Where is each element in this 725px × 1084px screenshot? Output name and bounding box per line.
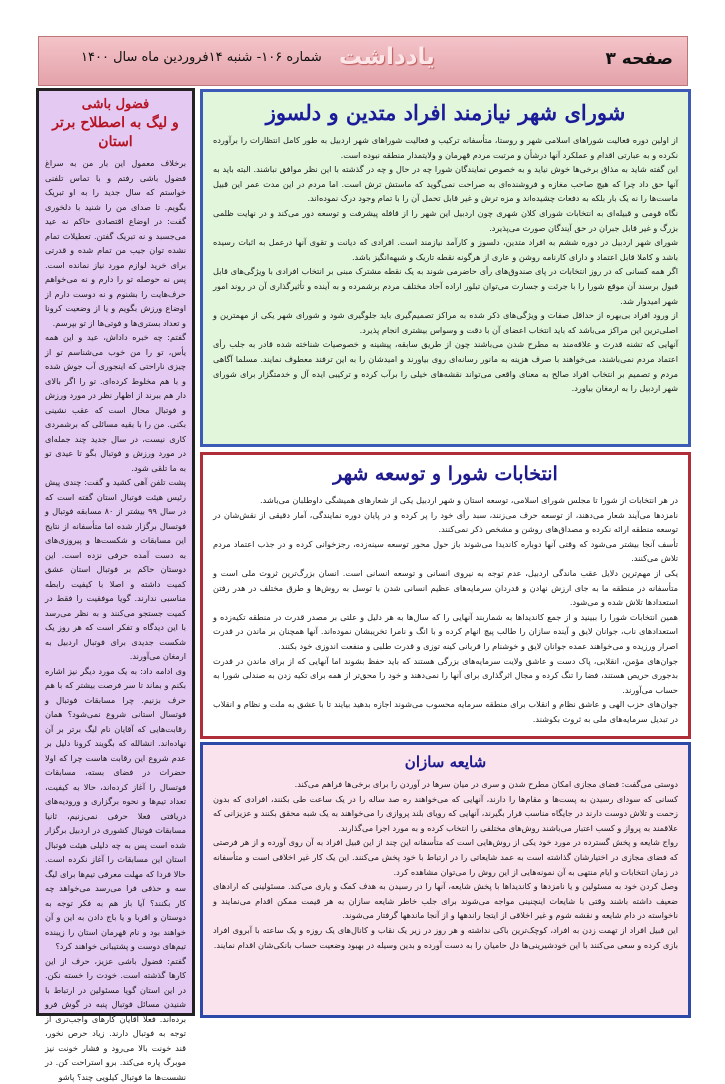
paragraph: کسانی که سودای رسیدن به پست‌ها و مقام‌ها را دارند، آنهایی که می‌خواهند ره صد ساله را در یک ساعت طی بکنند، افرادی که بدون زحمت و تلاش دوست دارند در جایگاه مناسب قرار بگیرند، آنهایی که رویای بلند پروازی را می‌خواهند به یک شبه محقق بکنند و عزیزانی که علاقمند به پرواز و کسب اعتبار می‌باشند روش‌های مختلفی را انتخاب کرده و به مورد اجرا می‌گذارند. (213, 792, 678, 836)
paragraph: دوستی می‌گفت: فضای مجازی امکان مطرح شدن و سری در میان سرها در آوردن را برای برخی‌ها فراهم می‌کند. (213, 777, 678, 792)
paragraph: آنهایی که تشنه قدرت و علاقه‌مند به مطرح شدن می‌باشند چون از طریق سابقه، پیشینه و خصوصیات شناخته شده قادر به جلب رأی اعتماد مردم نمی‌باشند، می‌خواهند با صرف هزینه به مانور رسانه‌ای روی بیاورند و امیدشان را به این ترفند معطوف نمایند. مسلما آگاهی مردم و تصمیم بر انتخاب افراد صالح به معنای واقعی می‌تواند نقشه‌های خیلی را برآب کرده و ترکیبی ایده آل و خدمتگزار برای شورای شهر اردبیل را به ارمغان بیاورد. (213, 337, 678, 395)
page-number: صفحه ۳ (605, 49, 673, 69)
issue-info: شماره ۱۰۶- شنبه ۱۴فروردین ماه سال ۱۴۰۰ (81, 50, 322, 65)
paragraph: از اولین دوره فعالیت شوراهای اسلامی شهر و روستا، متأسفانه ترکیب و فعالیت شوراهای شهر اردبیل به طور کامل انتظارات را برآورده نکرده و به عبارتی اقدام و عملکرد آنها درشأن و مرتبت مردم قهرمان و ولایتمدار منطقه نبوده است. (213, 133, 678, 162)
article-rumor-makers (200, 742, 691, 1018)
article-title: انتخابات شورا و توسعه شهر (213, 463, 678, 485)
paragraph: جوان‌های حزب الهی و عاشق نظام و انقلاب برای منطقه سرمایه محسوب می‌شوند اجازه بدهید بیایند تا با عشق به ملت و نظام و انقلاب در تبدیل سرمایه‌های ملی به ثروت بکوشند. (213, 697, 678, 726)
paragraph: در هر انتخابات از شورا تا مجلس شورای اسلامی، توسعه استان و شهر اردبیل یکی از شعارهای همیشگی داوطلبان می‌باشد. (213, 493, 678, 508)
paragraph: شورای شهر اردبیل در دوره ششم به افراد متدین، دلسوز و کارآمد نیازمند است. افرادی که دیانت و تقوی آنها درعمل به اثبات رسیده باشد و کاملا قابل اعتماد و دارای کارنامه روشن و عاری از هرگونه نقطه تاریک و شبهه‌انگیز باشد. (213, 235, 678, 264)
page-header (38, 36, 688, 86)
article-city-council (200, 89, 691, 447)
article-title: شورای شهر نیازمند افراد متدین و دلسوز (213, 100, 678, 125)
paragraph: از ورود افراد بی‌بهره از حداقل صفات و ویژگی‌های ذکر شده به مراکز تصمیم‌گیری باید جلوگیری شود و شورای شهر یکی از مهمترین و اصلی‌ترین این مراکز می‌باشد که باید انتخاب اعضای آن با دقت و وسواس بیشتری انجام پذیرد. (213, 308, 678, 337)
paragraph: یکی از مهم‌ترین دلایل عقب ماندگی اردبیل، عدم توجه به نیروی انسانی و توسعه انسانی است. انسان بزرگ‌ترین ثروت ملی است و متأسفانه در منطقه ما به جای ارزش نهادن و قدردان سرمایه‌های عظیم انسانی شدن با توسل به روش‌ها و طرق مختلف در هدر رفتن استعدادها تلاش شده و می‌شود. (213, 566, 678, 610)
sidebar-title: فضول باشی (45, 95, 186, 114)
article-elections (200, 452, 691, 739)
sidebar-body (45, 156, 186, 1084)
paragraph: گفتم: چه خبره داداش، عید و این همه یأس، تو را من خوب می‌شناسم تو از چیزی ناراحتی که اینجوری آب جوش شده و با هم مخلوط کرده‌ای. تو را اگر بالای دار هم ببرند از اظهار نظر در مورد ورزش و فوتبال محال است که عقب نشینی بکنی. من را با بقیه مسائلی که برشمردی کاری نیست، در سال جدید چند جمله‌ای در مورد ورزش و فوتبال بگو تا عیدی تو به ما تلقی شود. (45, 330, 186, 475)
sidebar-subtitle: و لیگ به اصطلاح برتر استان (45, 114, 186, 152)
article-body (213, 493, 678, 727)
paragraph: گفتم: فضول باشی عزیز، حرف از این کارها گذشته است. خودت را خسته نکن. در این استان گویا مسئولین در ارتباط با شنیدن مسائل فوتبال پنبه در گوش فرو برده‌اند. فعلا اقایان کارهای واجب‌تری از توجه به فوتبال دارند. زیاد حرص نخور، قند خونت بالا می‌رود و فشار خونت نیز موبرگ پاره می‌کند. برو استراحت کن. در نشست‌ها ما فوتبال کیلویی چند؟ پاشو (45, 954, 186, 1084)
paragraph: جوان‌های مؤمن، انقلابی، پاک دست و عاشق ولایت سرمایه‌های بزرگی هستند که باید حفظ بشوند اما آنهایی که از برای ماندن در قدرت بدجوری حریص هستند، فضا را تنگ کرده و مجال اثرگذاری برای آنها را نمی‌دهند و خود را محق‌تر از همه برای تکیه زدن به صندلی شورا به حساب می‌آورند. (213, 654, 678, 698)
paragraph: وصل کردن خود به مسئولین و یا نامزدها و کاندیداها با پخش شایعه، آنها را در رسیدن به هدف کمک و یاری می‌کند. مسئولینی که ارادهای ضعیف داشته باشند وقتی با شایعات اینچنینی مواجه می‌شوند برای جلب خاطر شایعه سازان به هر قیمت ممکن اقدام می‌نمایند و ناخواسته در دام شایعه و نقشه شوم و غیر اخلاقی از ایتجا راندهها و از آنجا ماندهها گرفتار می‌شوند. (213, 879, 678, 923)
paragraph: اگر همه کسانی که در روز انتخابات در پای صندوق‌های رأی حاضرمی شوند به یک نقطه مشترک مبنی بر انتخاب افرادی با ویژگی‌های قابل قبول برسند آن موقع شورا را با جرئت و جسارت می‌توان تبلور اراده آحاد مختلف مردم برشمرده و به آینده و تأثیرگذاری آن در روند امور شهر امیدوار شد. (213, 264, 678, 308)
paragraph: تأسف آنجا بیشتر می‌شود که وقتی آنها دوباره کاندیدا می‌شوند باز حول محور توسعه سینه‌زده، رجزخوانی کرده و در جذب اعتماد مردم تلاش می‌کنند. (213, 537, 678, 566)
section-title: یادداشت (339, 44, 435, 70)
paragraph: رواج شایعه و پخش گسترده در مورد خود یکی از روش‌هایی است که متأسفانه این چند از این قبیل افراد به آن روی آورده و از هر فرصتی که فضای مجازی در اختیارشان گذاشته است به عمد شایعاتی را در ارتباط با خود پخش می‌کنند. این یک کار غیر اخلاقی است و متأسفانه در زمان انتخابات و ایام منتهی به آن نمونه‌هایی از این روش را می‌توان مشاهده کرد. (213, 835, 678, 879)
paragraph: همین انتخابات شورا را ببینید و از جمع کاندیداها به شماربند آنهایی را که سال‌ها به هر دلیل و علتی بر مصدر قدرت در منطقه تکیه‌زده و استعدادهای ناب، جوانان لایق و آینده سازان را طالب پیچ انهام کرده و با انگ و نامرا تخریبشان نموده‌اند. آنها همچنان بر ماندن در قدرت اصرار ورزیده و می‌خواهند عمده جوانان لایق و خوشنام را قربانی کینه توزی و قدرت طلبی و منفعت اندوزی خود بکنند. (213, 610, 678, 654)
paragraph: این گفته شاید به مذاق برخی‌ها خوش نیاید و به خصوص نمایندگان شورا چه در حال و چه در گذشته با این نظر موافق نباشند. البته باید به آنها حق داد چرا که هیچ صاحب مغازه و فروشنده‌ای به صراحت نمی‌گوید که ماستش ترش است. اما مردم در این مدت عمر این قبیل ماست‌ها را نه یک بار بلکه به دفعات چشیده‌اند و مزه ترش و غیر قابل تحمل آن را با تمام وجود درک نموده‌اند. (213, 162, 678, 206)
sidebar-column (36, 88, 195, 1016)
paragraph: این قبیل افراد از تهمت زدن به افراد، کوچک‌ترین باکی نداشته و هر روز در زیر یک نقاب و کانال‌های یک روزه و یک ساعته با آبروی افراد بازی کرده و سعی می‌کنند با این خودشیرینی‌ها دل حامیان را به دست آورده و بدین وسیله در بهبود وضعیت حساب بانکی‌شان اقدام نمایند. (213, 923, 678, 952)
paragraph: برخلاف معمول این بار من به سراغ فضول باشی رفتم و با تماس تلفنی خواستم که سال جدید را به او تبریک بگویم. تا صدای من را شنید با دلخوری گفت: در اوضاع اقتصادی حاکم نه عید می‌جسبد و نه تبریک گفتن. تعطیلات تمام نشده توان جیب من تمام شده و قدرتی برای خرید لوازم مورد نیاز نمانده است. پس نه حوصله تو را دارم و نه می‌خواهم حرف‌هایت را بشنوم و نه دوست دارم از اوضاع ورزش بگویم و یا از وضعیت کرونا و تعداد بستری‌ها و فوتی‌ها از تو بپرسم. (45, 156, 186, 330)
paragraph: نامزدها می‌آیند شعار می‌دهند، از توسعه حرف می‌زنند، سبد رأی خود را پر کرده و در پایان دوره نمایندگی، آمار دقیقی از نقش‌شان در توسعه منطقه ارائه نکرده و مصداق‌های روشن و مشخص ذکر نمی‌کنند. (213, 508, 678, 537)
article-body (213, 777, 678, 952)
article-body (213, 133, 678, 396)
paragraph: وی ادامه داد: به یک مورد دیگر نیز اشاره بکنم و بماند تا سر فرصت بیشتر که با هم حرف بزنیم. چرا مسابقات فوتبال و فوتسال استانی شروع نمی‌شود؟ همان رقابت‌هایی که آقایان نام لیگ برتر بر آن نهاده‌اند. انشالله که بگویند کرونا دلیل بر عدم شروع این رقابت هاست چرا که اولا حضرات در فضای بسته، مسابقات فوتسال را آغاز کرده‌اند، حالا به کیفیت، تعداد تیم‌ها و نحوه برگزاری و ورودیه‌های دریافتی فعلا حرفی نمی‌زنیم، ثانیا مسابقات فوتبال کشوری در اردبیل برگزار شده است پس به چه دلیلی هیئت فوتبال استان این مسابقات را آغاز نکرده است. حالا فردا که مهلت معرفی تیم‌ها برای لیگ سه و حذفی فرا می‌رسد می‌خواهد چه کار بکنند؟ آیا باز هم به فکر توجه به دوستان و اقربا و یا باج دادن به این و آن خواهند بود و نام قهرمان استان را زیبنده تیم‌های دوست و پشتیبانی خواهند کرد؟ (45, 664, 186, 954)
paragraph: نگاه قومی و قبیله‌ای به انتخابات شورای کلان شهری چون اردبیل این شهر را از قافله پیشرفت و توسعه دور می‌کند و در نهایت ظلمی بزرگ و غیر قابل جبران در حق آیندگان صورت می‌پذیرد. (213, 206, 678, 235)
article-title: شایعه سازان (213, 753, 678, 771)
paragraph: پشت تلفن آهی کشید و گفت: چندی پیش رئیس هیئت فوتبال استان گفته است که در سال ۹۹ بیشتر از ۸۰ مسابقه فوتبال و فوتسال برگزار شده اما متأسفانه از نتایج این مسابقات و شکست‌ها و پیروزی‌های به دست آمده حرفی نزده است. این دوستان حاکم بر فوتبال استان عشق کمیت داشته و اصلا با کیفیت رابطه مناسبی ندارند. گویا موفقیت را فقط در کمیت جستجو می‌کنند و به نظر می‌رسد با این دیدگاه و تفکر است که هر روز یک شکست جدیدی برای فوتبال اردبیل به ارمغان می‌آورند. (45, 475, 186, 664)
